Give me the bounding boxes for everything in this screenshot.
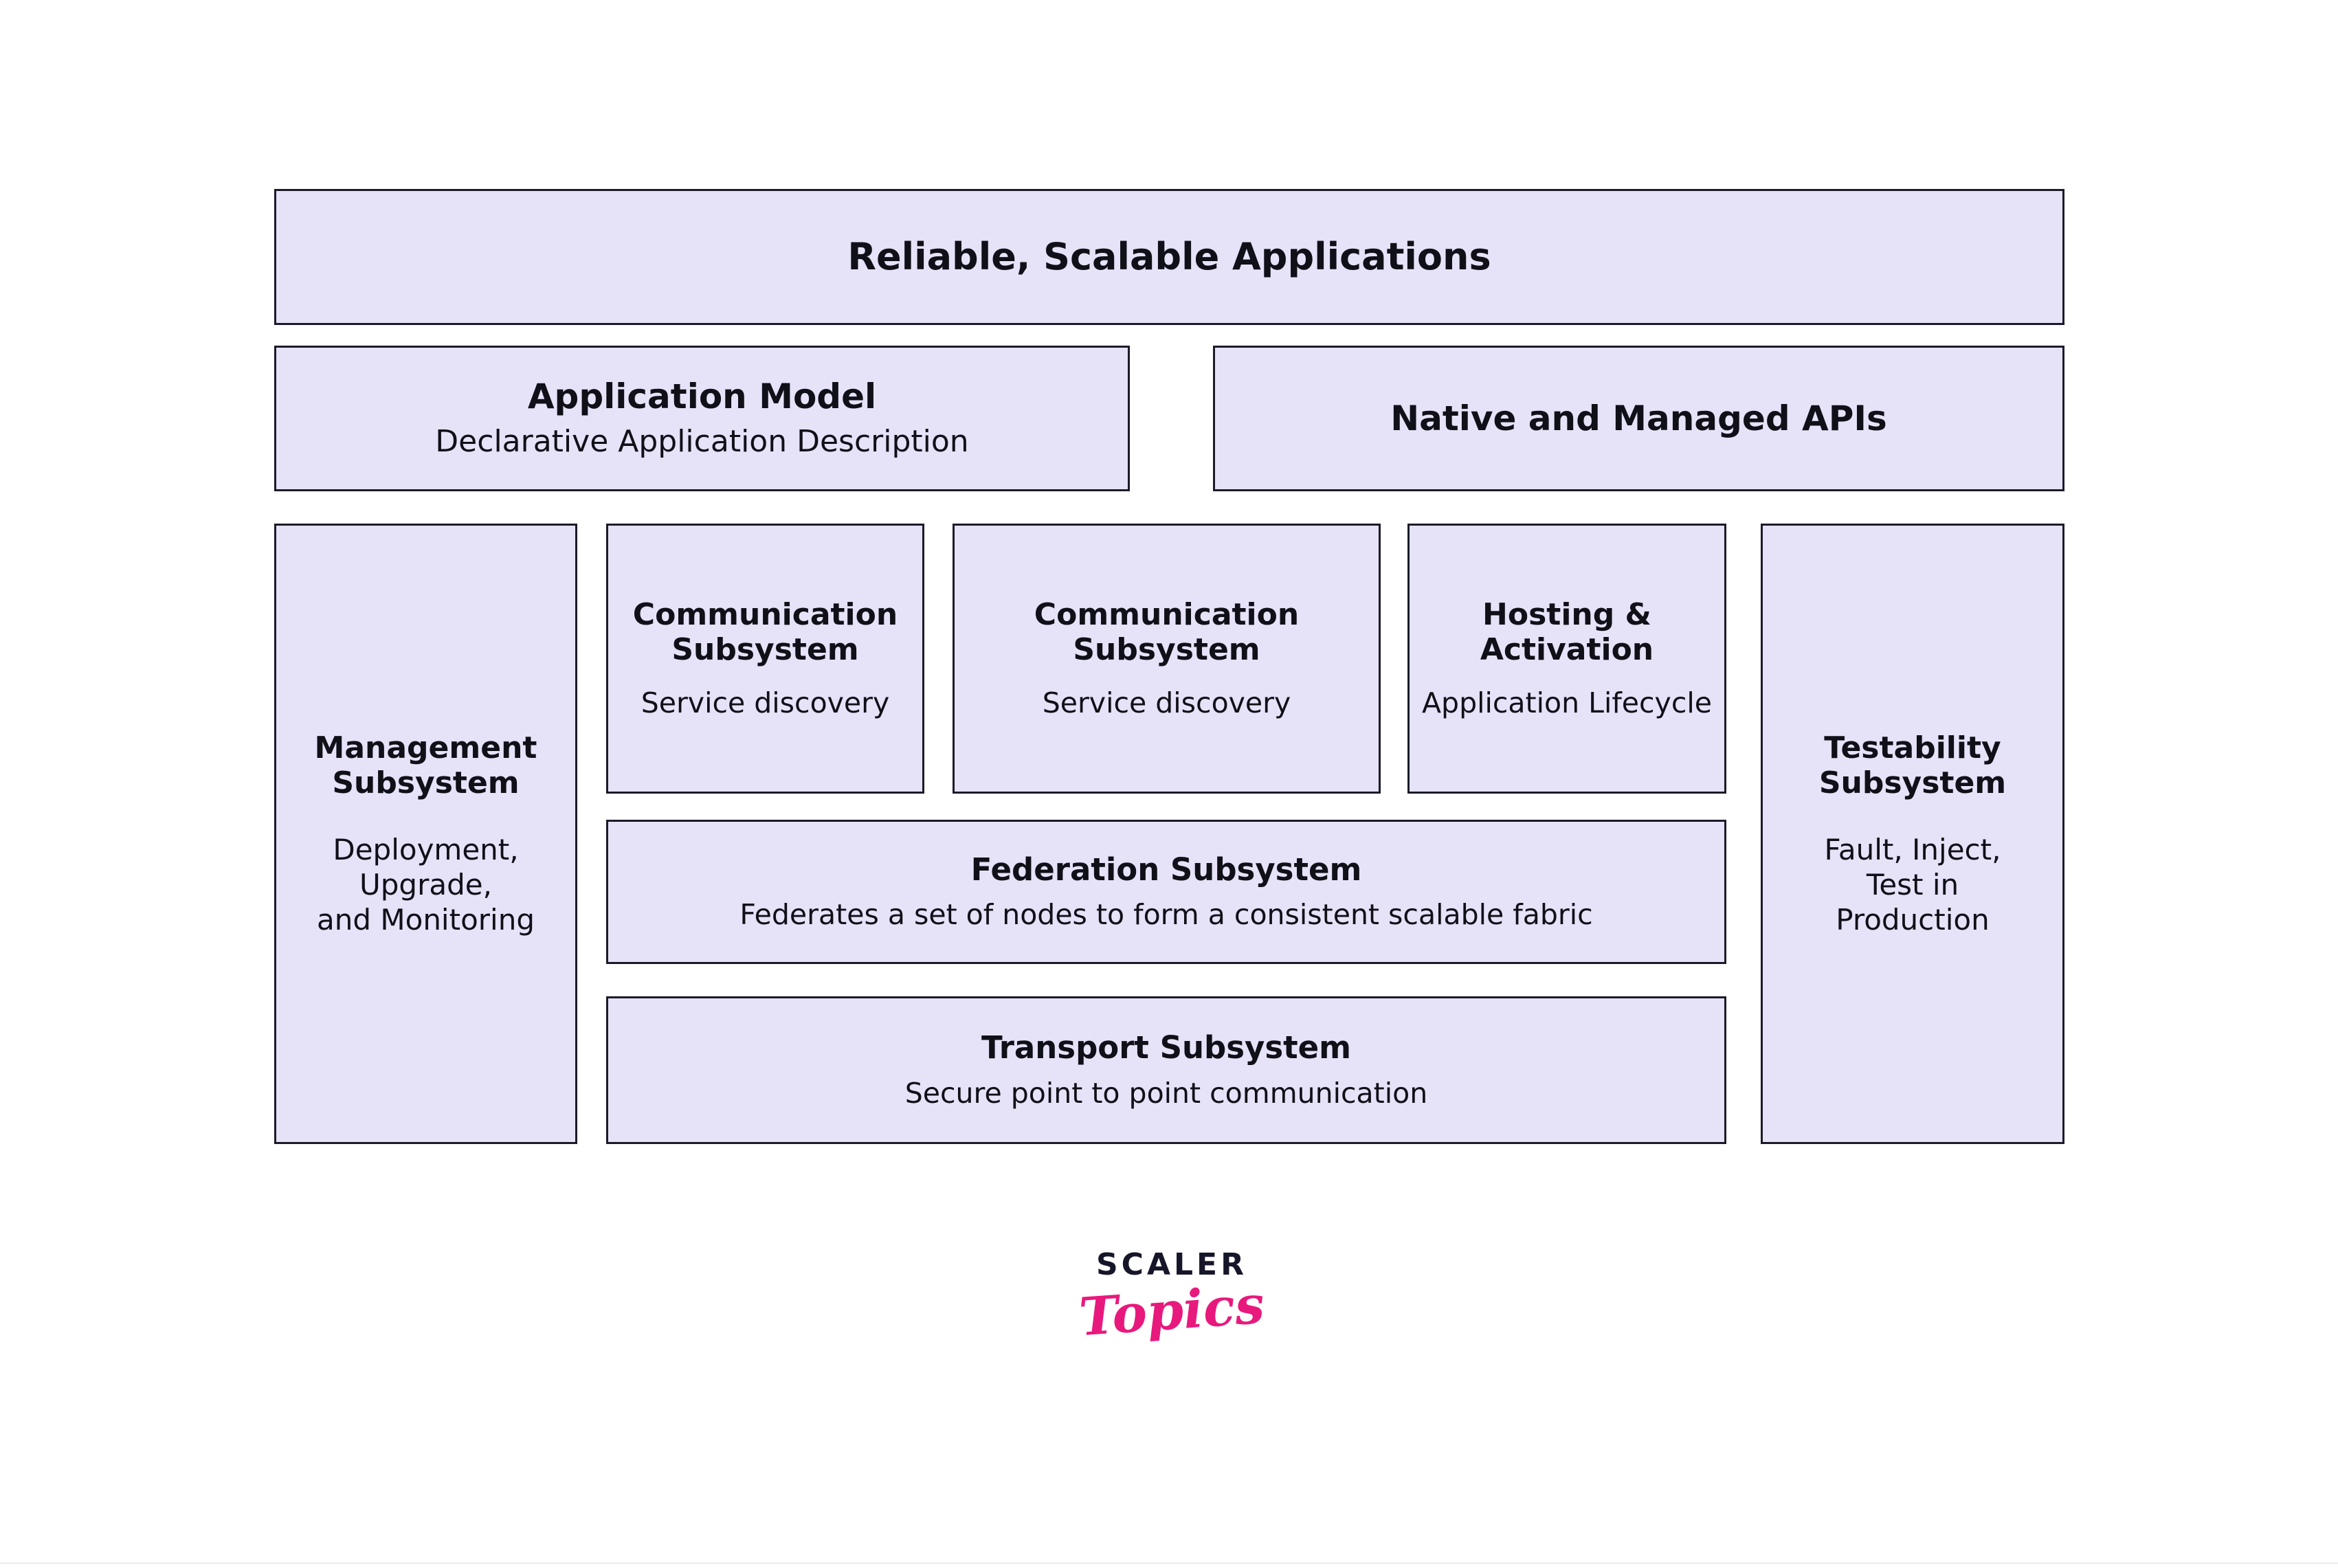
box-subtitle: Declarative Application Description — [435, 424, 969, 460]
box-reliable-scalable-applications — [274, 189, 2064, 325]
box-communication-subsystem-1 — [606, 524, 924, 794]
box-title: Application Model — [527, 377, 877, 417]
box-subtitle: Deployment, Upgrade, and Monitoring — [317, 832, 535, 937]
box-title: Reliable, Scalable Applications — [847, 234, 1491, 278]
box-communication-subsystem-2 — [953, 524, 1381, 794]
box-federation-subsystem — [606, 820, 1726, 964]
box-management-subsystem — [274, 524, 577, 1144]
scaler-topics-logo — [1062, 1247, 1282, 1348]
box-title: Native and Managed APIs — [1390, 399, 1887, 438]
box-subtitle: Fault, Inject, Test in Production — [1824, 832, 2001, 937]
box-subtitle: Service discovery — [641, 686, 890, 719]
box-title: Transport Subsystem — [981, 1029, 1352, 1066]
box-subtitle: Federates a set of nodes to form a consistent scalable fabric — [739, 898, 1593, 932]
box-title: Communication Subsystem — [632, 597, 898, 668]
box-transport-subsystem — [606, 996, 1726, 1144]
box-title: Communication Subsystem — [1034, 597, 1300, 668]
box-title: Federation Subsystem — [970, 851, 1362, 888]
logo-wordmark: SCALER — [1095, 1247, 1247, 1282]
box-application-model — [274, 346, 1130, 491]
box-hosting-and-activation — [1407, 524, 1726, 794]
box-title: Testability Subsystem — [1818, 730, 2007, 800]
bottom-divider — [0, 1563, 2338, 1564]
box-subtitle: Service discovery — [1042, 686, 1291, 719]
box-title: Hosting & Activation — [1480, 597, 1654, 668]
box-testability-subsystem — [1761, 524, 2064, 1144]
box-subtitle: Application Lifecycle — [1422, 686, 1712, 719]
logo-script-text: Topics — [1077, 1273, 1267, 1348]
box-native-and-managed-apis — [1213, 346, 2064, 491]
box-title: Management Subsystem — [314, 730, 537, 800]
box-subtitle: Secure point to point communication — [904, 1076, 1428, 1110]
